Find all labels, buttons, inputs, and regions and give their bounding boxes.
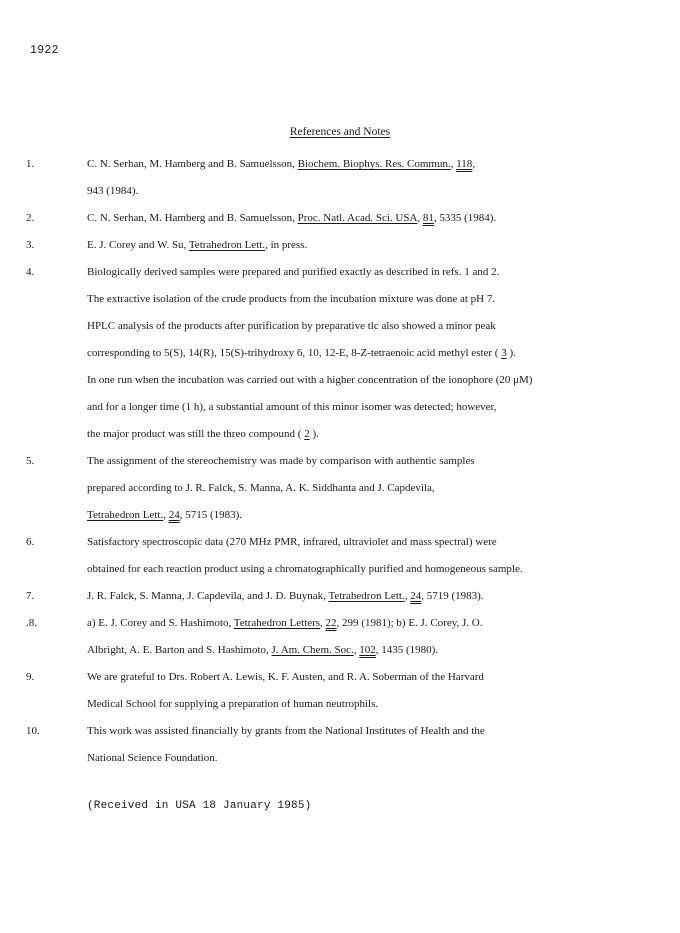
text-run: In one run when the incubation was carried out with a higher concentration of the ionophore (20 μM) [87,374,533,386]
reference-line [87,664,627,691]
reference-number: 10. [26,725,40,737]
text-run: Albright, A. E. Barton and S. Hashimoto, [87,644,272,656]
reference-text [87,205,627,232]
text-run: Satisfactory spectroscopic data (270 MHz PMR, infrared, ultraviolet and mass spectral) were [87,536,497,548]
text-run: The extractive isolation of the crude products from the incubation mixture was done at pH 7. [87,293,496,305]
reference-text [87,259,627,448]
text-run: This work was assisted financially by grants from the National Institutes of Health and the [87,725,485,737]
text-run: , [353,644,360,656]
reference-item [0,205,680,232]
reference-line [87,394,627,421]
reference-number: .8. [26,617,37,629]
text-run: C. N. Serhan, M. Hamberg and B. Samuelsson, [87,158,298,170]
reference-number: 6. [26,536,35,548]
text-run: , 1435 (1980). [375,644,439,656]
reference-item [0,529,680,583]
reference-line [87,421,627,448]
underlined-citation: Proc. Natl. Acad. Sci. USA [297,212,418,224]
reference-item [0,151,680,205]
reference-line [87,745,627,772]
reference-number: 9. [26,671,35,683]
reference-number: 1. [26,158,35,170]
text-run: HPLC analysis of the products after purification by preparative tlc also showed a minor peak [87,320,496,332]
underlined-citation: Tetrahedron Lett. [188,239,266,251]
reference-line [87,691,627,718]
reference-number: 7. [26,590,35,602]
reference-text [87,610,627,664]
reference-text [87,664,627,718]
text-run: prepared according to J. R. Falck, S. Manna, A. K. Siddhanta and J. Capdevila, [87,482,435,494]
reference-line [87,610,627,637]
reference-item [0,610,680,664]
text-run: , in press. [265,239,308,251]
text-run: , 5719 (1983). [421,590,484,602]
reference-line [87,259,627,286]
reference-line [87,583,627,610]
reference-text [87,718,627,772]
text-run: 943 (1984). [87,185,139,197]
reference-item [0,718,680,772]
text-run: a) E. J. Corey and S. Hashimoto, [87,617,234,629]
reference-line [87,448,627,475]
text-run: , [404,590,411,602]
volume-number: 24 [410,590,422,602]
reference-line [87,637,627,664]
text-run: We are grateful to Drs. Robert A. Lewis, K. F. Austen, and R. A. Soberman of the Harvard [87,671,484,683]
underlined-citation: 3 [501,347,507,359]
text-run: , [320,617,326,629]
text-run: obtained for each reaction product using a chromatographically purified and homogeneous sample. [87,563,523,575]
reference-item [0,664,680,718]
volume-number: 118 [456,158,473,170]
reference-line [87,556,627,583]
reference-list [0,151,680,772]
reference-line [87,205,627,232]
reference-text [87,232,627,259]
reference-text [87,151,627,205]
text-run: Medical School for supplying a preparation of human neutrophils. [87,698,379,710]
reference-line [87,340,627,367]
volume-number: 81 [422,212,434,224]
reference-line [87,151,627,178]
reference-line [87,529,627,556]
text-run: the major product was still the threo compound ( [87,428,305,440]
text-run: ). [506,347,516,359]
reference-item [0,259,680,448]
text-run: The assignment of the stereochemistry was made by comparison with authentic samples [87,455,475,467]
text-run: , [472,158,476,170]
text-run: National Science Foundation. [87,752,218,764]
reference-text [87,583,627,610]
reference-number: 4. [26,266,35,278]
reference-number: 5. [26,455,35,467]
underlined-citation: Tetrahedron Lett. [87,509,164,521]
underlined-citation: Tetrahedron Lett. [328,590,405,602]
underlined-citation: Biochem. Biophys. Res. Commun. [297,158,451,170]
reference-number: 2. [26,212,35,224]
page-number: 1922 [30,44,59,57]
text-run: C. N. Serhan, M. Hamberg and B. Samuelsson, [87,212,298,224]
reference-line [87,502,627,529]
reference-number: 3. [26,239,35,251]
volume-number: 102 [359,644,376,656]
reference-text [87,448,627,529]
text-run: , [450,158,457,170]
underlined-citation: 2 [304,428,310,440]
reference-item [0,448,680,529]
section-title: References and Notes [289,126,391,138]
text-run: corresponding to 5(S), 14(R), 15(S)-trihydroxy 6, 10, 12-E, 8-Z-tetraenoic acid methyl ester ( [87,347,502,359]
text-run: , 5715 (1983). [179,509,243,521]
text-run: ). [309,428,319,440]
text-run: Biologically derived samples were prepared and purified exactly as described in refs. 1 and 2. [87,266,500,278]
text-run: J. R. Falck, S. Manna, J. Capdevila, and J. D. Buynak, [87,590,329,602]
reference-text [87,529,627,583]
reference-line [87,286,627,313]
reference-line [87,475,627,502]
text-run: , 299 (1981); b) E. J. Corey, J. O. [336,617,483,629]
reference-line [87,718,627,745]
text-run: , [417,212,423,224]
text-run: , [163,509,169,521]
reference-item [0,232,680,259]
volume-number: 22 [325,617,337,629]
received-date: (Received in USA 18 January 1985) [87,800,312,812]
volume-number: 24 [168,509,180,521]
reference-line [87,313,627,340]
reference-line [87,232,627,259]
text-run: , 5335 (1984). [433,212,497,224]
reference-line [87,367,627,394]
underlined-citation: Tetrahedron Letters [233,617,321,629]
reference-item [0,583,680,610]
text-run: E. J. Corey and W. Su, [87,239,189,251]
reference-line [87,178,627,205]
underlined-citation: J. Am. Chem. Soc. [271,644,354,656]
text-run: and for a longer time (1 h), a substantial amount of this minor isomer was detected; however, [87,401,497,413]
